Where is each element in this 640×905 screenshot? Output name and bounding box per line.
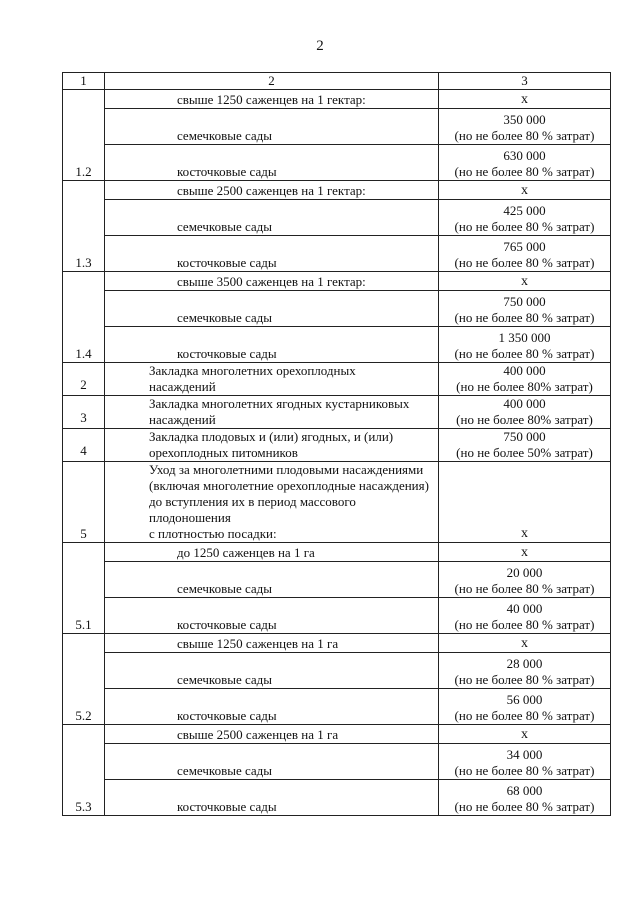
row-description: свыше 1250 саженцев на 1 га xyxy=(105,634,439,653)
table-row xyxy=(63,272,611,291)
row-number: 1.3 xyxy=(63,181,105,272)
amount-value: 56 000 xyxy=(506,692,543,707)
amount-limit: (но не более 50% затрат) xyxy=(456,445,593,460)
header-col-2: 2 xyxy=(105,73,439,90)
row-number: 4 xyxy=(63,429,105,462)
amount-limit: (но не более 80 % затрат) xyxy=(454,310,595,325)
row-description: косточковые сады xyxy=(105,780,439,816)
row-amount xyxy=(439,327,611,363)
amount-value: 28 000 xyxy=(506,656,543,671)
row-description: свыше 2500 саженцев на 1 гектар: xyxy=(105,181,439,200)
row-amount xyxy=(439,543,611,562)
amount-value: x xyxy=(521,545,528,560)
amount-value: 40 000 xyxy=(506,601,543,616)
amount-value: x xyxy=(521,727,528,742)
table-row xyxy=(63,90,611,109)
table-row xyxy=(63,543,611,562)
amount-value: 350 000 xyxy=(503,112,546,127)
amount-limit: (но не более 80% затрат) xyxy=(456,412,593,427)
description-line: (включая многолетние орехоплодные насаждения) xyxy=(149,478,429,493)
row-description: косточковые сады xyxy=(105,236,439,272)
row-amount xyxy=(439,653,611,689)
row-amount xyxy=(439,396,611,429)
row-description: свыше 3500 саженцев на 1 гектар: xyxy=(105,272,439,291)
amount-limit: (но не более 80 % затрат) xyxy=(454,763,595,778)
row-description: семечковые сады xyxy=(105,109,439,145)
row-amount xyxy=(439,363,611,396)
row-number: 5.1 xyxy=(63,543,105,634)
row-number: 5 xyxy=(63,462,105,543)
amount-limit: (но не более 80 % затрат) xyxy=(454,128,595,143)
table-row xyxy=(63,462,611,543)
row-description: косточковые сады xyxy=(105,327,439,363)
description-line: Закладка многолетних орехоплодных xyxy=(149,363,356,378)
amount-value: 20 000 xyxy=(506,565,543,580)
row-number: 1.2 xyxy=(63,90,105,181)
table-row xyxy=(63,744,611,780)
amount-value: x xyxy=(521,274,528,289)
amount-limit: (но не более 80 % затрат) xyxy=(454,164,595,179)
description-line: орехоплодных питомников xyxy=(149,445,298,460)
amount-value: x xyxy=(521,92,528,107)
row-description: до 1250 саженцев на 1 га xyxy=(105,543,439,562)
amount-value: 34 000 xyxy=(506,747,543,762)
row-amount xyxy=(439,145,611,181)
row-description: семечковые сады xyxy=(105,291,439,327)
description-line: насаждений xyxy=(149,379,216,394)
row-amount xyxy=(439,689,611,725)
table-row xyxy=(63,181,611,200)
row-amount xyxy=(439,598,611,634)
table-header-row xyxy=(63,73,611,90)
row-amount xyxy=(439,429,611,462)
description-line: Закладка многолетних ягодных кустарниковых xyxy=(149,396,410,411)
row-number: 2 xyxy=(63,363,105,396)
description-line: Закладка плодовых и (или) ягодных, и (или) xyxy=(149,429,394,444)
amount-value: x xyxy=(521,526,528,541)
row-description: косточковые сады xyxy=(105,145,439,181)
row-amount xyxy=(439,200,611,236)
row-description: косточковые сады xyxy=(105,598,439,634)
row-description xyxy=(105,363,439,396)
row-amount xyxy=(439,272,611,291)
row-amount xyxy=(439,291,611,327)
table-row xyxy=(63,327,611,363)
amount-limit: (но не более 80 % затрат) xyxy=(454,672,595,687)
table-row xyxy=(63,598,611,634)
row-number: 3 xyxy=(63,396,105,429)
amount-limit: (но не более 80 % затрат) xyxy=(454,617,595,632)
amount-limit: (но не более 80 % затрат) xyxy=(454,255,595,270)
amount-limit: (но не более 80% затрат) xyxy=(456,379,593,394)
row-amount xyxy=(439,181,611,200)
row-description: семечковые сады xyxy=(105,200,439,236)
header-col-1: 1 xyxy=(63,73,105,90)
row-description: семечковые сады xyxy=(105,653,439,689)
row-amount xyxy=(439,780,611,816)
amount-value: 765 000 xyxy=(503,239,546,254)
table-row xyxy=(63,634,611,653)
row-description: семечковые сады xyxy=(105,562,439,598)
table-row xyxy=(63,145,611,181)
amount-limit: (но не более 80 % затрат) xyxy=(454,799,595,814)
row-number: 5.3 xyxy=(63,725,105,816)
amount-limit: (но не более 80 % затрат) xyxy=(454,219,595,234)
header-col-3: 3 xyxy=(439,73,611,90)
amount-value: x xyxy=(521,636,528,651)
amount-value: 68 000 xyxy=(506,783,543,798)
row-description: косточковые сады xyxy=(105,689,439,725)
row-description xyxy=(105,429,439,462)
amount-value: 400 000 xyxy=(503,363,546,378)
amount-value: 400 000 xyxy=(503,396,546,411)
table-row xyxy=(63,689,611,725)
table-row xyxy=(63,236,611,272)
row-amount xyxy=(439,90,611,109)
row-amount xyxy=(439,634,611,653)
table-row xyxy=(63,780,611,816)
table-row xyxy=(63,653,611,689)
row-description xyxy=(105,462,439,543)
row-number: 1.4 xyxy=(63,272,105,363)
amount-limit: (но не более 80 % затрат) xyxy=(454,708,595,723)
row-amount xyxy=(439,562,611,598)
row-amount xyxy=(439,744,611,780)
table-row xyxy=(63,725,611,744)
row-description: свыше 1250 саженцев на 1 гектар: xyxy=(105,90,439,109)
row-description: свыше 2500 саженцев на 1 га xyxy=(105,725,439,744)
table-row xyxy=(63,429,611,462)
page-number: 2 xyxy=(316,38,324,54)
amount-limit: (но не более 80 % затрат) xyxy=(454,581,595,596)
amount-value: 630 000 xyxy=(503,148,546,163)
description-line: до вступления их в период массового плодоношения xyxy=(149,494,356,525)
table-row xyxy=(63,109,611,145)
table-row xyxy=(63,363,611,396)
row-number: 5.2 xyxy=(63,634,105,725)
amount-value: x xyxy=(521,183,528,198)
table-row xyxy=(63,200,611,236)
table-row xyxy=(63,291,611,327)
amount-value: 1 350 000 xyxy=(498,330,551,345)
row-amount xyxy=(439,236,611,272)
amount-value: 750 000 xyxy=(503,294,546,309)
table-row xyxy=(63,396,611,429)
amount-value: 750 000 xyxy=(503,429,546,444)
table-row xyxy=(63,562,611,598)
row-amount xyxy=(439,109,611,145)
amount-value: 425 000 xyxy=(503,203,546,218)
description-line: Уход за многолетними плодовыми насаждениями xyxy=(149,462,424,477)
row-description xyxy=(105,396,439,429)
subsidy-rates-table xyxy=(62,72,611,816)
description-line: с плотностью посадки: xyxy=(149,526,277,541)
amount-limit: (но не более 80 % затрат) xyxy=(454,346,595,361)
row-amount xyxy=(439,462,611,543)
row-amount xyxy=(439,725,611,744)
row-description: семечковые сады xyxy=(105,744,439,780)
description-line: насаждений xyxy=(149,412,216,427)
